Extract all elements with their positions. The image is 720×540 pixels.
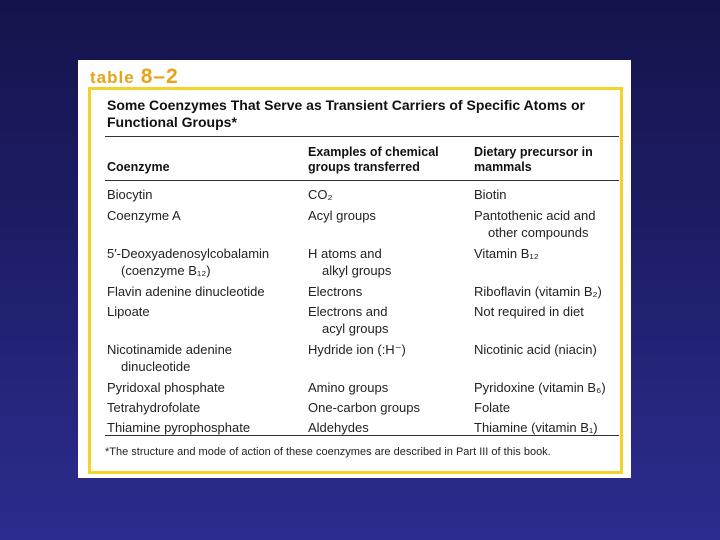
table-label-word: table: [90, 68, 135, 87]
groups-cell-text: One-carbon groups: [308, 400, 421, 415]
groups-cell: [308, 399, 468, 416]
coenzyme-cell-text: Lipoate: [107, 304, 150, 319]
groups-cell-continuation: alkyl groups: [322, 263, 392, 278]
groups-cell-text: Acyl groups: [308, 208, 376, 223]
groups-cell: [308, 303, 468, 337]
coenzyme-cell-continuation: (coenzyme B₁₂): [121, 263, 211, 278]
coenzyme-cell-text: Pyridoxal phosphate: [107, 380, 225, 395]
precursor-cell: [474, 341, 620, 358]
precursor-cell-text: Pantothenic acid and: [474, 208, 596, 223]
coenzyme-cell: [107, 399, 307, 416]
groups-cell: [308, 419, 468, 436]
header-divider: [105, 180, 619, 181]
precursor-cell-text: Thiamine (vitamin B₁): [474, 420, 598, 435]
coenzyme-cell: [107, 186, 307, 203]
precursor-cell-text: Pyridoxine (vitamin B₆): [474, 380, 606, 395]
coenzyme-cell-text: Tetrahydrofolate: [107, 400, 201, 415]
groups-cell: [308, 207, 468, 224]
footer-divider: [105, 435, 619, 436]
precursor-cell: [474, 283, 620, 300]
groups-cell: [308, 245, 468, 279]
precursor-cell: [474, 186, 620, 203]
groups-cell-text: Amino groups: [308, 380, 389, 395]
precursor-cell-text: Riboflavin (vitamin B₂): [474, 284, 602, 299]
table-number-label: [90, 65, 179, 89]
title-divider: [105, 136, 619, 137]
groups-cell: [308, 341, 468, 358]
precursor-cell: [474, 379, 620, 396]
column-header-groups: Examples of chemical groups transferred: [308, 145, 439, 174]
table-frame: [88, 87, 623, 474]
precursor-cell: [474, 207, 620, 241]
precursor-cell: [474, 399, 620, 416]
precursor-cell-text: Folate: [474, 400, 511, 415]
coenzyme-cell: [107, 341, 307, 375]
groups-cell: [308, 186, 468, 203]
table-title: Some Coenzymes That Serve as Transient Carriers of Specific Atoms or Functional Groups*: [107, 97, 585, 130]
groups-cell: [308, 283, 468, 300]
groups-cell-text: Electrons and: [308, 304, 388, 319]
coenzyme-cell: [107, 283, 307, 300]
precursor-cell-text: Nicotinic acid (niacin): [474, 342, 597, 357]
coenzyme-cell: [107, 419, 307, 436]
groups-cell-text: CO₂: [308, 187, 333, 202]
precursor-cell-text: Not required in diet: [474, 304, 584, 319]
groups-cell-text: Aldehydes: [308, 420, 369, 435]
precursor-cell: [474, 245, 620, 262]
coenzyme-cell-text: Coenzyme A: [107, 208, 181, 223]
coenzyme-cell: [107, 303, 307, 320]
groups-cell: [308, 379, 468, 396]
coenzyme-cell-continuation: dinucleotide: [121, 359, 191, 374]
precursor-cell: [474, 303, 620, 320]
precursor-cell-text: Vitamin B₁₂: [474, 246, 539, 261]
coenzyme-cell-text: 5′-Deoxyadenosylcobalamin: [107, 246, 270, 261]
table-panel: [78, 60, 631, 478]
table-footnote: *The structure and mode of action of these coenzymes are described in Part III of this book.: [105, 446, 551, 458]
precursor-cell: [474, 419, 620, 436]
coenzyme-cell-text: Nicotinamide adenine: [107, 342, 233, 357]
coenzyme-cell-text: Biocytin: [107, 187, 153, 202]
precursor-cell-text: Biotin: [474, 187, 507, 202]
coenzyme-cell: [107, 245, 307, 279]
coenzyme-cell: [107, 379, 307, 396]
groups-cell-text: H atoms and: [308, 246, 382, 261]
coenzyme-cell-text: Thiamine pyrophosphate: [107, 420, 251, 435]
coenzyme-cell-text: Flavin adenine dinucleotide: [107, 284, 265, 299]
coenzyme-cell: [107, 207, 307, 224]
precursor-cell-continuation: other compounds: [488, 225, 589, 240]
column-header-precursor: Dietary precursor in mammals: [474, 145, 593, 174]
table-label-number: 8–2: [140, 65, 179, 88]
groups-cell-text: Electrons: [308, 284, 363, 299]
groups-cell-text: Hydride ion (:H⁻): [308, 342, 406, 357]
column-header-coenzyme: Coenzyme: [107, 160, 170, 174]
groups-cell-continuation: acyl groups: [322, 321, 389, 336]
